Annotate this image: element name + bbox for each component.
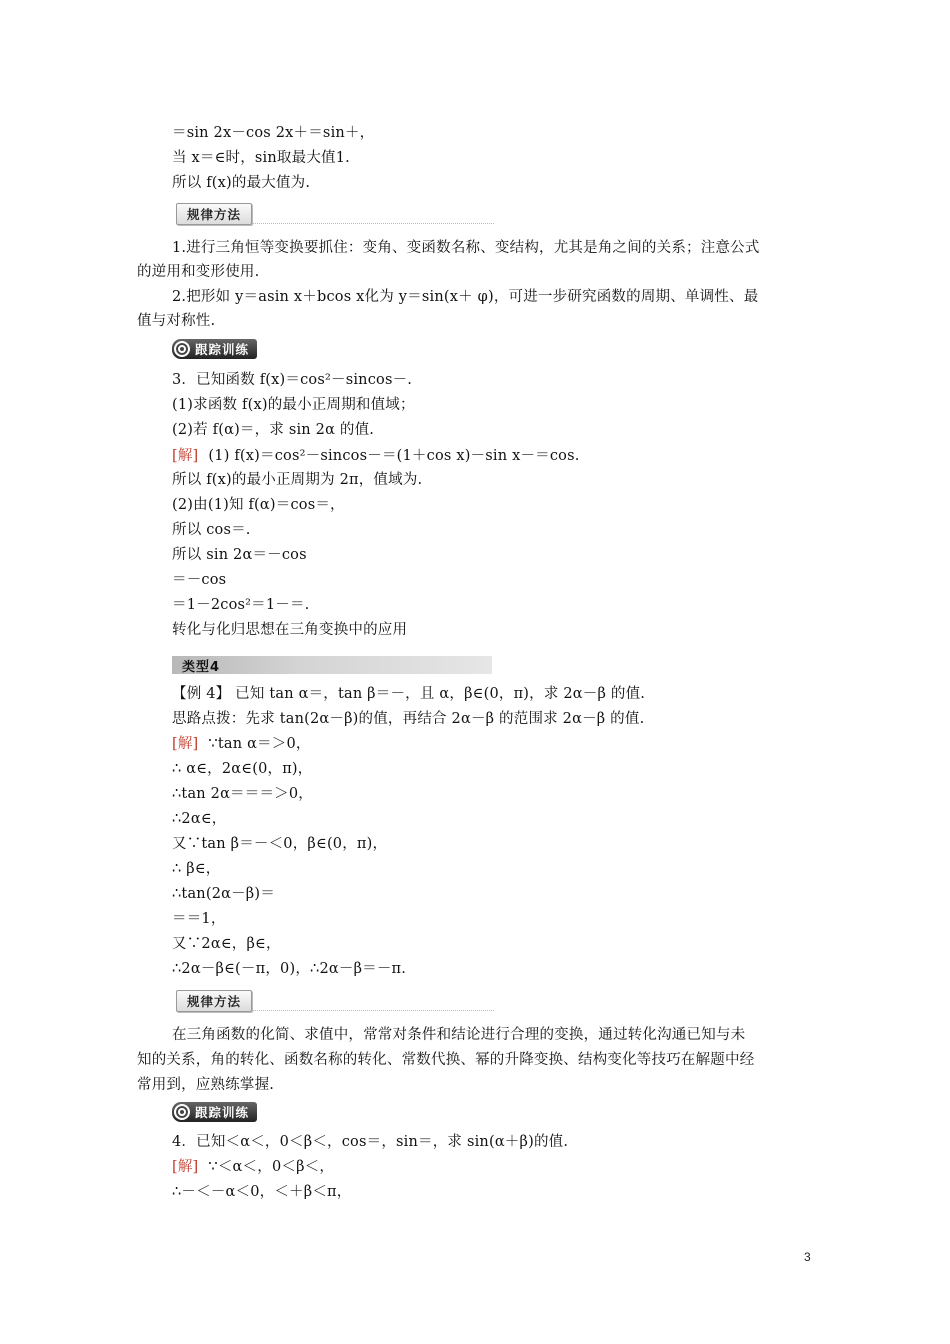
example-title: 【例 4】 已知 tan α＝，tan β＝－，且 α，β∈(0，π)，求 2α－β 的值. — [172, 686, 646, 702]
text-line: 又∵2α∈，β∈， — [172, 936, 281, 952]
solution-label: [解] — [172, 1159, 199, 1175]
text-line: 所以 f(x)的最小正周期为 2π，值域为. — [172, 472, 423, 488]
type-banner-label: 类型4 — [182, 659, 221, 675]
text-line: 4．已知＜α＜，0＜β＜，cos＝，sin＝，求 sin(α＋β)的值. — [172, 1134, 569, 1150]
solution-line: [解] ∵＜α＜，0＜β＜， — [172, 1159, 335, 1175]
section-heading: 转化与化归思想在三角变换中的应用 — [172, 622, 408, 638]
text-line: 所以 f(x)的最大值为. — [172, 175, 311, 191]
text-line: ＝1－2cos²＝1－＝. — [172, 597, 310, 613]
text-line: 2.把形如 y＝asin x＋bcos x化为 y＝sin(x＋ φ)，可进一步研究函数的周期、单调性、最 — [172, 289, 759, 305]
text-line: 值与对称性. — [137, 313, 216, 329]
solution-line: [解] ∵tan α＝＞0， — [172, 736, 311, 752]
text-line: 又∵tan β＝－＜0，β∈(0，π)， — [172, 836, 388, 852]
text-line: 知的关系，角的转化、函数名称的转化、常数代换、幂的升降变换、结构变化等技巧在解题中经 — [137, 1052, 755, 1068]
text-line: 常用到，应熟练掌握. — [137, 1077, 275, 1093]
page-number: 3 — [804, 1250, 811, 1264]
method-banner — [176, 992, 494, 1011]
solution-line: [解] (1) f(x)＝cos²－sincos－＝(1＋cos x)－sin x－＝cos. — [172, 448, 580, 464]
text-line: ∴2α－β∈(－π，0)，∴2α－β＝－π. — [172, 961, 407, 977]
text-line: ＝－cos — [172, 572, 227, 588]
target-icon — [174, 341, 190, 357]
practice-banner-label: 跟踪训练 — [195, 342, 250, 357]
text-line: 3．已知函数 f(x)＝cos²－sincos－. — [172, 372, 413, 388]
text-line: 1.进行三角恒等变换要抓住：变角、变函数名称、变结构，尤其是角之间的关系；注意公式 — [172, 240, 760, 256]
text-line: 所以 cos＝. — [172, 522, 251, 538]
text-line: ＝＝1， — [172, 911, 226, 927]
text-line: 的逆用和变形使用. — [137, 264, 260, 280]
text-line: ∴tan 2α＝＝＝＞0， — [172, 786, 313, 802]
text-line: (1)求函数 f(x)的最小正周期和值域； — [172, 397, 415, 413]
text-line: ∴2α∈， — [172, 811, 227, 827]
text-line: (2)由(1)知 f(α)＝cos＝， — [172, 497, 345, 513]
text-line: ＝sin 2x－cos 2x＋＝sin＋， — [172, 125, 375, 141]
method-banner-label: 规律方法 — [176, 203, 252, 225]
text-line: ∴－＜－α＜0，＜＋β＜π， — [172, 1184, 352, 1200]
solution-label: [解] — [172, 448, 199, 464]
text-line: 思路点拨：先求 tan(2α－β)的值，再结合 2α－β 的范围求 2α－β 的值. — [172, 711, 645, 727]
text-line: 在三角函数的化简、求值中，常常对条件和结论进行合理的变换，通过转化沟通已知与未 — [172, 1027, 746, 1043]
solution-label: [解] — [172, 736, 199, 752]
type-banner — [172, 656, 492, 674]
method-banner — [176, 205, 494, 224]
text-line: ∴ β∈， — [172, 861, 221, 877]
text-line: 所以 sin 2α＝－cos — [172, 547, 307, 563]
practice-banner — [172, 340, 257, 358]
text-line: (2)若 f(α)＝，求 sin 2α 的值. — [172, 422, 375, 438]
practice-banner-label: 跟踪训练 — [195, 1105, 250, 1120]
text-line: ∴ α∈，2α∈(0，π)， — [172, 761, 313, 777]
method-banner-label: 规律方法 — [176, 990, 252, 1012]
text-line: 当 x＝∈时，sin取最大值1. — [172, 150, 350, 166]
text-line: ∴tan(2α－β)＝ — [172, 886, 275, 902]
target-icon — [174, 1104, 190, 1120]
practice-banner — [172, 1103, 257, 1121]
